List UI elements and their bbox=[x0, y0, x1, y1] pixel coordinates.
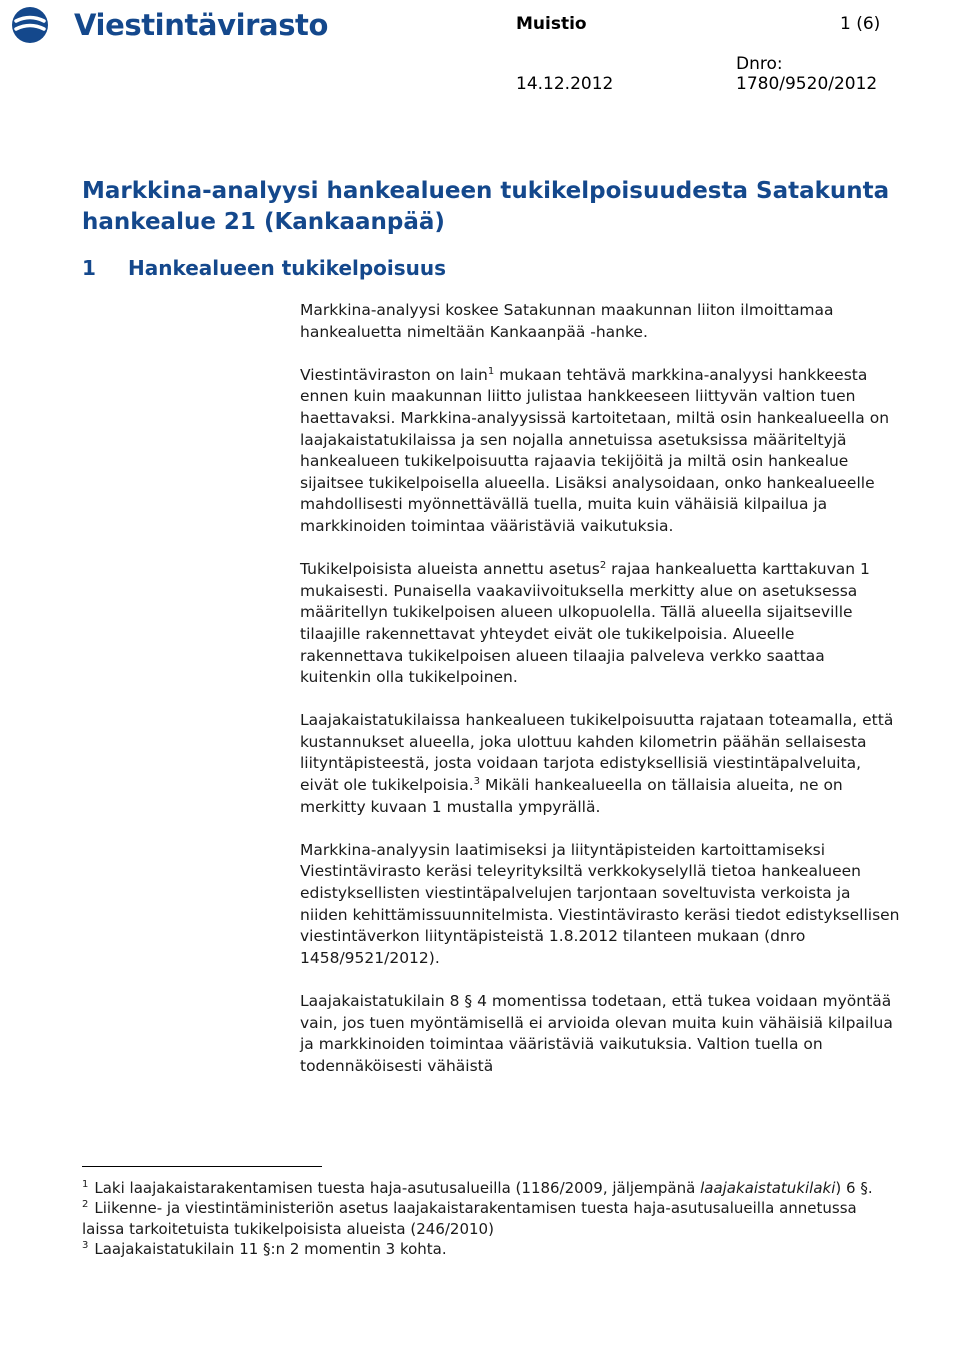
paragraph: Markkina-analyysin laatimiseksi ja liityntäpisteiden kartoittamiseksi Viestintävirasto keräsi teleyrityksiltä verkkokyselyllä tietoa hankealueen edistyksellisten viestintäpalvelujen tarjontaan soveltuvista verkoista ja niiden kehittämissuunnitelmista. Viestintävirasto keräsi tiedot edistyksellisen viestintäverkon liityntäpisteistä 1.8.2012 tilanteen mukaan (dnro 1458/9521/2012). bbox=[300, 840, 900, 967]
footnote-mark: 2 bbox=[82, 1199, 89, 1211]
paragraph: Tukikelpoisista alueista annettu asetus$^2$ rajaa hankealuetta karttakuvan 1 mukaisesti. Punaisella vaakaviivoituksella merkitty alue on asetuksessa määritellyn tukikelpoisen alueen ulkopuolella. Tällä alueella sijaitseville tilaajille rakennettavat yhteydet eivät ole tukikelpoisia. Alueelle rakennettava tukikelpoisen alueen tilaajia palveleva verkko saattaa kuitenkin olla tukikelpoinen. bbox=[300, 560, 870, 687]
footnote-reference[interactable]: 3 bbox=[473, 776, 481, 788]
footnote-reference[interactable]: 1 bbox=[487, 365, 495, 377]
footnote-2: $^2$ Liikenne- ja viestintäministeriön asetus laajakaistarakentamisen tuesta haja-asutusalueilla annetussa laissa tarkoitetuista tukikelpoisista alueista (246/2010) bbox=[82, 1199, 857, 1238]
dnro-label: Dnro: bbox=[736, 54, 783, 74]
paragraph: Markkina-analyysi koskee Satakunnan maakunnan liiton ilmoittamaa hankealuetta nimeltään Kankaanpää -hanke. bbox=[300, 301, 834, 341]
section-heading bbox=[82, 256, 446, 280]
footnotes bbox=[82, 1178, 902, 1260]
logo-text: Viestintävirasto bbox=[74, 8, 329, 42]
document-title: Markkina-analyysi hankealueen tukikelpoisuudesta Satakunta hankealue 21 (Kankaanpää) bbox=[82, 178, 890, 235]
paragraph: Laajakaistatukilain 8 § 4 momentissa todetaan, että tukea voidaan myöntää vain, jos tuen myöntämisellä ei arvioida olevan muita kuin vähäisiä kilpailua ja markkinoiden toimintaa vääristäviä vaikutuksia. Valtion tuella on todennäköisesti vähäistä bbox=[300, 992, 893, 1075]
document-date: 14.12.2012 bbox=[516, 74, 614, 94]
footnote-italic-term: laajakaistatukilaki bbox=[700, 1179, 836, 1197]
footnote-1: $^1$ Laki laajakaistarakentamisen tuesta haja-asutusalueilla (1186/2009, jäljempänä laajakaistatukilaki) 6 §. bbox=[82, 1179, 873, 1197]
logo bbox=[10, 5, 328, 45]
section-title: Hankealueen tukikelpoisuus bbox=[128, 256, 447, 280]
paragraph: Viestintäviraston on lain$^1$ mukaan tehtävä markkina-analyysi hankkeesta ennen kuin maakunnan liitto julistaa hankkeeseen liittyvän valtion tuen haettavaksi. Markkina-analyysissä kartoitetaan, miltä osin hankealueella on laajakaistatukilaissa ja sen nojalla annetuissa asetuksissa määriteltyjä hankealueen tukikelpoisuutta rajaavia tekijöitä ja miltä osin hankealue sijaitsee tukikelpoisella alueella. Lisäksi analysoidaan, onko hankealueelle mahdollisesti myönnettävällä tuella, muita kuin vähäisiä kilpailua ja markkinoiden toimintaa vääristäviä vaikutuksia. bbox=[300, 365, 890, 535]
footnote-mark: 3 bbox=[82, 1240, 89, 1252]
footnote-divider bbox=[82, 1166, 322, 1167]
document-type: Muistio bbox=[516, 14, 587, 34]
dnro-value: 1780/9520/2012 bbox=[736, 74, 878, 94]
wave-logo-icon bbox=[10, 5, 68, 45]
footnote-reference[interactable]: 2 bbox=[599, 560, 607, 572]
footnote-3: $^3$ Laajakaistatukilain 11 §:n 2 momentin 3 kohta. bbox=[82, 1240, 447, 1259]
paragraph: Laajakaistatukilaissa hankealueen tukikelpoisuutta rajataan toteamalla, että kustannukset alueella, joka ulottuu kahden kilometrin päähän sellaisesta liityntäpisteestä, josta voidaan tarjota edistyksellisiä viestintäpalveluita, eivät ole tukikelpoisia.$^3$ Mikäli hankealueella on tällaisia alueita, ne on merkitty kuvaan 1 mustalla ympyrällä. bbox=[300, 711, 894, 816]
body-text bbox=[300, 300, 900, 1099]
page-number: 1 (6) bbox=[840, 14, 881, 34]
section-number: 1 bbox=[82, 256, 96, 280]
footnote-mark: 1 bbox=[82, 1179, 89, 1190]
